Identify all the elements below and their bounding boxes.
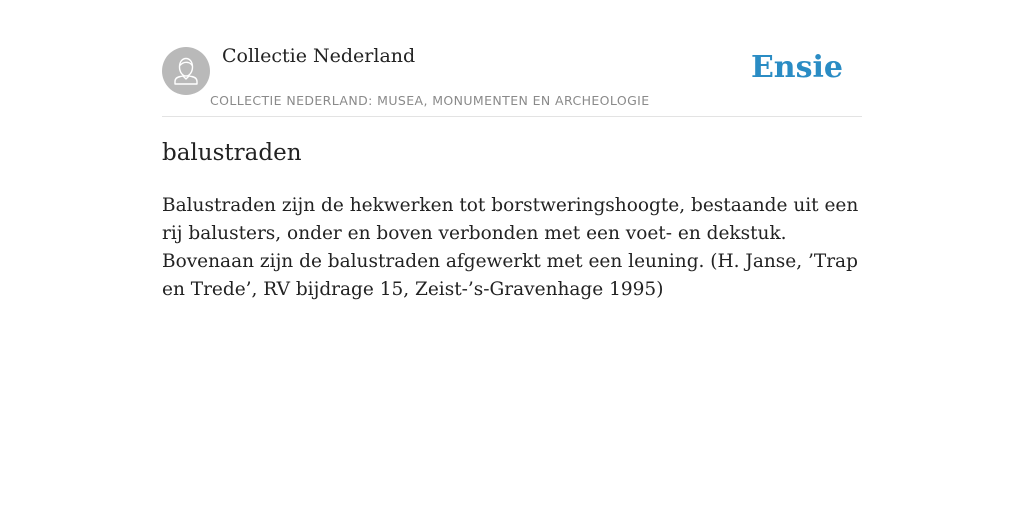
avatar[interactable]: [162, 47, 210, 95]
source-subtitle: COLLECTIE NEDERLAND: MUSEA, MONUMENTEN EN ARCHEOLOGIE: [210, 93, 650, 108]
ensie-logo[interactable]: Ensie: [750, 50, 843, 85]
entry-term: balustraden: [162, 140, 302, 166]
entry-header: [162, 0, 862, 117]
content-container: [162, 0, 862, 300]
author-name[interactable]: Collectie Nederland: [222, 45, 416, 67]
entry-definition: Balustraden zijn de hekwerken tot borstweringshoogte, bestaande uit een rij balusters, onder en boven verbonden met een voet- en dekstuk. Bovenaan zijn de balustraden afgewerkt met een leuning. (H. Janse, ’Trap en Trede’, RV bijdrage 15, Zeist-’s-Gravenhage 1995): [162, 195, 859, 300]
user-icon: [162, 47, 210, 95]
